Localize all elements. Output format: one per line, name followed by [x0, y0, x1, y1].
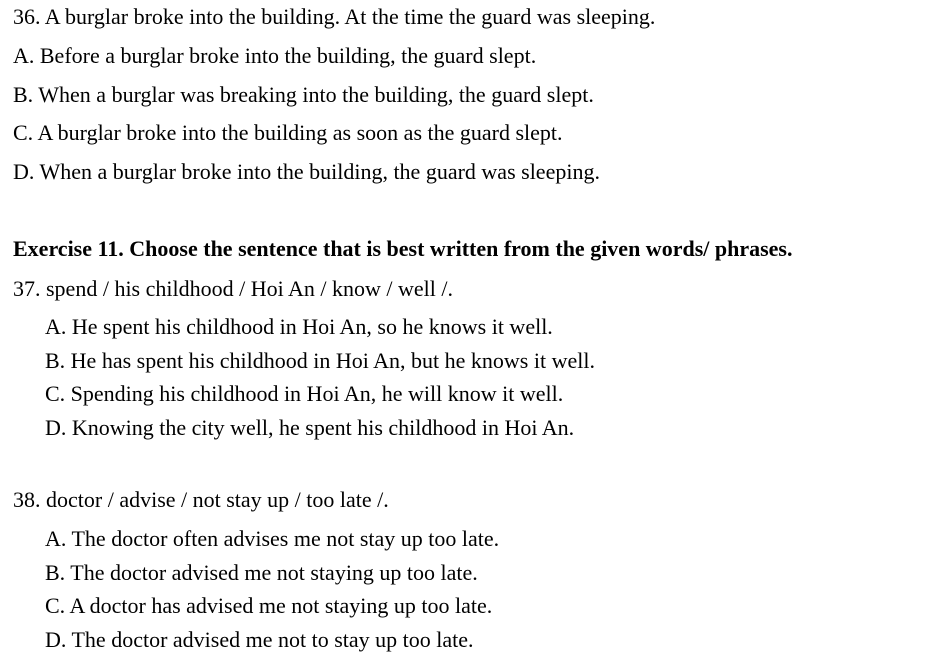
question-38-stem: 38. doctor / advise / not stay up / too late /. — [13, 487, 389, 512]
exercise-heading: Exercise 11. Choose the sentence that is best written from the given words/ phrases. — [13, 236, 793, 261]
question-36-stem: 36. A burglar broke into the building. At the time the guard was sleeping. — [13, 4, 656, 29]
question-37-stem: 37. spend / his childhood / Hoi An / know / well /. — [13, 276, 453, 301]
question-38-option-b: B. The doctor advised me not staying up too late. — [45, 560, 478, 585]
question-38-option-c: C. A doctor has advised me not staying up too late. — [45, 593, 493, 618]
question-36-option-c: C. A burglar broke into the building as soon as the guard slept. — [13, 120, 563, 145]
question-37-option-d: D. Knowing the city well, he spent his childhood in Hoi An. — [45, 415, 575, 440]
question-36-option-d: D. When a burglar broke into the building, the guard was sleeping. — [13, 159, 600, 184]
question-37-option-a: A. He spent his childhood in Hoi An, so he knows it well. — [45, 314, 553, 339]
question-38-option-a: A. The doctor often advises me not stay up too late. — [45, 526, 500, 551]
question-37-option-c: C. Spending his childhood in Hoi An, he will know it well. — [45, 381, 564, 406]
question-38-option-d: D. The doctor advised me not to stay up too late. — [45, 627, 474, 652]
question-36-option-a: A. Before a burglar broke into the building, the guard slept. — [13, 43, 537, 68]
question-37-option-b: B. He has spent his childhood in Hoi An, but he knows it well. — [45, 348, 595, 373]
question-36-option-b: B. When a burglar was breaking into the building, the guard slept. — [13, 82, 594, 107]
